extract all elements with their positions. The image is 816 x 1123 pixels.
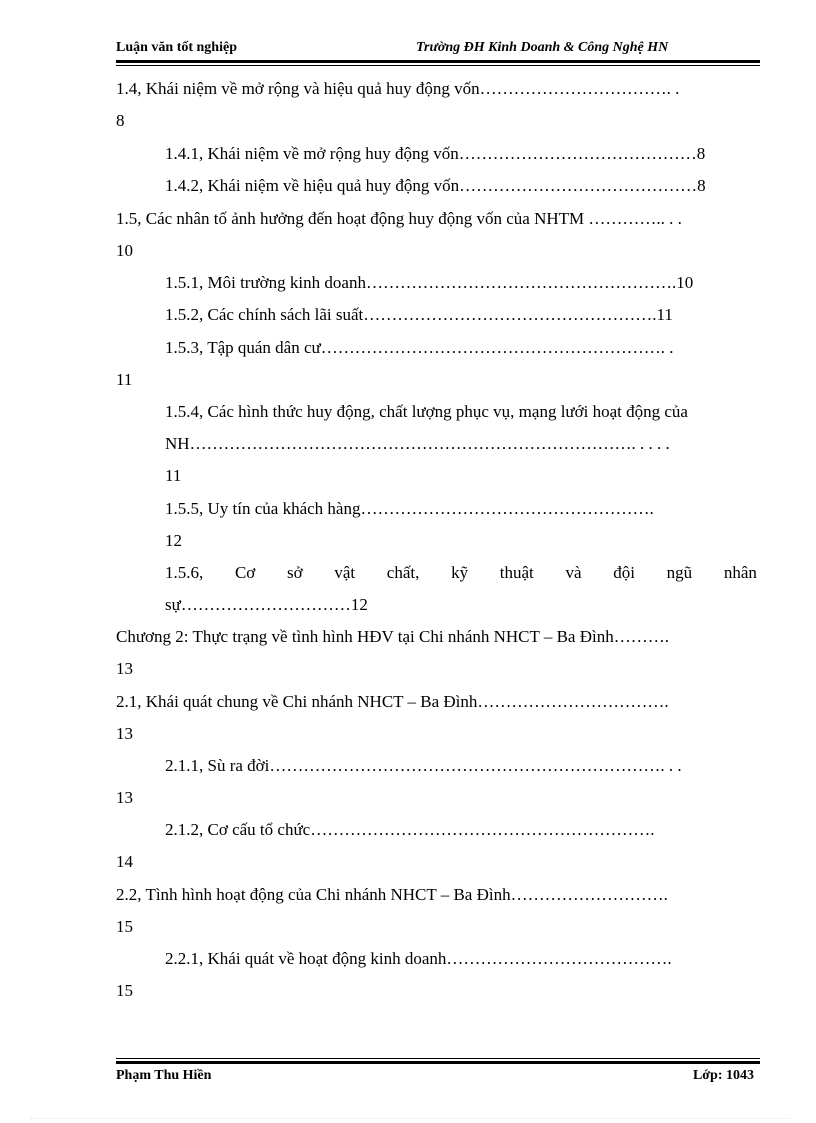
toc-page-number: 8 (116, 111, 125, 130)
toc-entry-1-5-1: 1.5.1, Môi trường kinh doanh……………………………………………….10 (165, 273, 694, 292)
toc-word: vật (334, 563, 356, 582)
toc-page-number: 13 (116, 659, 133, 678)
toc-word: đội (613, 563, 635, 582)
toc-word: ngũ (666, 563, 693, 582)
footer-class-label: Lớp: 1043 (692, 1068, 754, 1083)
toc-word: kỹ (451, 563, 469, 582)
toc-word: 1.5.6, (165, 563, 204, 582)
toc-entry-2-2-1: 2.2.1, Khái quát về hoạt động kinh doanh…………………………………. (165, 949, 672, 968)
toc-page-number: 13 (116, 724, 133, 743)
toc-entry-1-5-6-continued: sự…………………………12 (165, 595, 368, 614)
toc-entry-1-5-4-continued: NH……………………………………………………………………. . . . . (165, 434, 670, 453)
toc-entry-2-2: 2.2, Tình hình hoạt động của Chi nhánh NHCT – Ba Đình………………………. (116, 885, 668, 904)
toc-entry-1-5: 1.5, Các nhân tố ảnh hưởng đến hoạt động huy động vốn của NHTM ………….. . . (116, 209, 682, 228)
toc-word: và (565, 563, 582, 582)
toc-word: thuật (499, 563, 534, 582)
page-edge-divider (30, 1118, 790, 1119)
header-university-name: Trường ĐH Kinh Doanh & Công Nghệ HN (416, 40, 669, 55)
toc-page-number: 12 (165, 531, 182, 550)
header-rule-thin (116, 65, 760, 66)
toc-entry-1-5-3: 1.5.3, Tập quán dân cư……………………………………………………. . (165, 338, 674, 357)
toc-entry-1-5-4: 1.5.4, Các hình thức huy động, chất lượng phục vụ, mạng lưới hoạt động của (165, 402, 688, 421)
page-footer (116, 1068, 760, 1088)
toc-entry-chapter-2: Chương 2: Thực trạng về tình hình HĐV tại Chi nhánh NHCT – Ba Đình………. (116, 627, 669, 646)
toc-page-number: 15 (116, 981, 133, 1000)
toc-page-number: 11 (116, 370, 133, 389)
toc-word: chất, (386, 563, 420, 582)
toc-page-number: 15 (116, 917, 133, 936)
toc-page-number: 13 (116, 788, 133, 807)
toc-word: sở (287, 563, 303, 582)
toc-entry-2-1-1: 2.1.1, Sù ra đời……………………………………………………………. . . (165, 756, 682, 775)
toc-entry-1-4-1: 1.4.1, Khái niệm về mở rộng huy động vốn……………………………………8 (165, 144, 706, 163)
toc-entry-1-5-2: 1.5.2, Các chính sách lãi suất…………………………………………….11 (165, 305, 673, 324)
toc-entry-1-5-5: 1.5.5, Uy tín của khách hàng……………………………………………. (165, 499, 654, 518)
footer-rule-thin (116, 1058, 760, 1059)
toc-entry-2-1: 2.1, Khái quát chung về Chi nhánh NHCT – Ba Đình……………………………. (116, 692, 669, 711)
toc-word: Cơ (234, 563, 256, 582)
toc-word: nhân (723, 563, 757, 582)
toc-entry-1-5-6 (165, 563, 757, 583)
page-header (116, 38, 760, 58)
toc-page-number: 11 (165, 466, 182, 485)
toc-page-number: 10 (116, 241, 133, 260)
footer-author-name: Phạm Thu Hiền (116, 1068, 212, 1083)
header-rule-thick (116, 60, 760, 63)
toc-entry-2-1-2: 2.1.2, Cơ cấu tổ chức……………………………………………………. (165, 820, 655, 839)
header-thesis-label: Luận văn tốt nghiệp (116, 40, 237, 55)
toc-entry-1-4: 1.4, Khái niệm về mở rộng và hiệu quả huy động vốn……………………………. . (116, 79, 680, 98)
toc-page-number: 14 (116, 852, 133, 871)
footer-rule-thick (116, 1061, 760, 1064)
toc-entry-1-4-2: 1.4.2, Khái niệm về hiệu quả huy động vốn……………………………………8 (165, 176, 706, 195)
